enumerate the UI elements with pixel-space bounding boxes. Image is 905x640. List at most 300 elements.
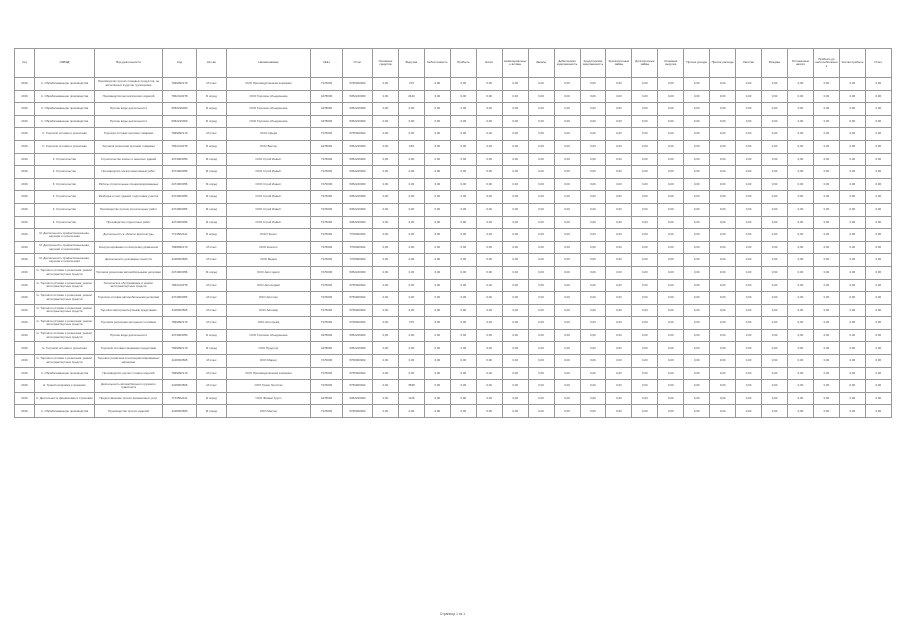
table-cell: ООО Строй Инвест	[227, 166, 311, 179]
table-cell: ООО Строй Инвест	[227, 203, 311, 216]
table-cell: 0,00	[450, 229, 476, 242]
table-cell: 0,00	[502, 279, 528, 292]
table-cell: 0,00	[813, 178, 839, 191]
table-cell: 0,00	[865, 392, 891, 405]
table-cell: 0,00	[762, 191, 788, 204]
table-cell: 0,00	[373, 216, 399, 229]
column-header: Кол-во	[197, 49, 227, 78]
table-cell: 7713502121	[163, 229, 197, 242]
table-cell: 4418003505	[163, 355, 197, 368]
table-cell: 2016	[15, 166, 35, 179]
table-cell: 0,00	[424, 103, 450, 116]
table-cell: 0,00	[684, 266, 710, 279]
table-cell: 0,00	[736, 304, 762, 317]
table-cell: 0,00	[502, 90, 528, 103]
table-cell: ООО Автоторг	[227, 292, 311, 305]
table-cell: 0,00	[606, 128, 632, 141]
table-row	[15, 128, 892, 141]
table-cell: 0,00	[580, 367, 606, 380]
table-cell: 0,00	[788, 405, 814, 418]
table-cell: 0,00	[450, 342, 476, 355]
table-cell: 0,00	[373, 153, 399, 166]
table-cell: М плюс	[197, 304, 227, 317]
table-cell: 2016	[15, 405, 35, 418]
table-cell: 0,00	[762, 203, 788, 216]
table-cell: 0,00	[813, 229, 839, 242]
table-cell: С. Обрабатывающие производства	[35, 103, 95, 116]
table-cell: 0,00	[839, 178, 865, 191]
table-cell: 0,00	[788, 178, 814, 191]
table-cell: М плюс	[197, 355, 227, 368]
table-cell: 0,00	[736, 329, 762, 342]
table-cell: 0,00	[762, 178, 788, 191]
table-cell: 5352220000	[343, 191, 373, 204]
table-cell: 0,00	[554, 355, 580, 368]
table-cell: 7476000	[311, 279, 343, 292]
table-cell: М плюс	[197, 128, 227, 141]
table-cell: 0,00	[580, 216, 606, 229]
table-cell: 0,00	[736, 153, 762, 166]
table-cell: ООО Автосервис	[227, 279, 311, 292]
table-cell: 4474903056	[163, 153, 197, 166]
table-cell: 4478000	[311, 90, 343, 103]
table-cell: 4474903056	[163, 292, 197, 305]
table-cell: 0,00	[554, 140, 580, 153]
table-cell: 0,00	[398, 216, 424, 229]
table-cell: 0,00	[502, 140, 528, 153]
table-cell: 2016	[15, 229, 35, 242]
table-cell: 7476000	[311, 266, 343, 279]
table-cell: 2016	[15, 292, 35, 305]
table-cell: 5766000302	[343, 317, 373, 330]
table-cell: 0,00	[813, 203, 839, 216]
table-cell: 0,00	[736, 279, 762, 292]
table-cell: 0,00	[424, 380, 450, 393]
table-cell: 0,00	[450, 191, 476, 204]
table-cell: М опред	[197, 153, 227, 166]
table-cell: 2016	[15, 78, 35, 91]
table-cell: 0,00	[813, 329, 839, 342]
table-cell: 0,00	[606, 90, 632, 103]
table-cell: 0,00	[476, 166, 502, 179]
table-cell: 4474903056	[163, 178, 197, 191]
table-cell: 2016	[15, 380, 35, 393]
table-cell: 0,00	[580, 166, 606, 179]
column-header: Прибыль до налогообложения	[813, 49, 839, 78]
table-cell: 0,00	[398, 178, 424, 191]
column-header: Себестоимость	[424, 49, 450, 78]
table-cell: 0,00	[684, 140, 710, 153]
table-cell: 7476000	[311, 178, 343, 191]
table-cell: 0,00	[736, 90, 762, 103]
table-cell: М плюс	[197, 279, 227, 292]
table-cell: 7706000302	[343, 229, 373, 242]
table-cell: 0,00	[839, 166, 865, 179]
table-cell: 2016	[15, 103, 35, 116]
table-cell: 0,00	[865, 292, 891, 305]
table-cell: 0,00	[502, 317, 528, 330]
table-cell: G. Торговля оптовая и розничная; ремонт автотранспортных средств	[35, 317, 95, 330]
table-cell: 0,00	[813, 279, 839, 292]
table-cell: 0,00	[865, 367, 891, 380]
table-cell: 0,00	[373, 329, 399, 342]
table-cell: Производство отделочных работ	[95, 216, 163, 229]
table-cell: 0,00	[813, 78, 839, 91]
table-cell: 0,00	[762, 78, 788, 91]
table-cell: Производство прочих готовых изделий	[95, 367, 163, 380]
table-cell: 4418003505	[163, 254, 197, 267]
table-cell: 4474903056	[163, 266, 197, 279]
table-cell: 0,00	[606, 380, 632, 393]
table-cell: Б опред	[197, 103, 227, 116]
table-cell: 0,00	[658, 279, 684, 292]
table-cell: 0,00	[476, 329, 502, 342]
table-cell: 0,00	[580, 103, 606, 116]
table-cell: 2016	[15, 342, 35, 355]
table-cell: Прочие виды деятельности	[95, 115, 163, 128]
table-cell: ООО Строй Инвест	[227, 191, 311, 204]
table-cell: Строительство жилых и нежилых зданий	[95, 153, 163, 166]
table-cell: 0,00	[528, 342, 554, 355]
table-cell: 0,00	[813, 115, 839, 128]
table-cell: 2016	[15, 254, 35, 267]
table-cell: 0,00	[606, 266, 632, 279]
table-cell: 0,00	[580, 203, 606, 216]
table-cell: 0,00	[424, 367, 450, 380]
table-cell: 0,00	[788, 153, 814, 166]
column-header: Итого	[865, 49, 891, 78]
table-cell: Н. Транспортировка и хранение	[35, 380, 95, 393]
table-cell: 0,00	[658, 317, 684, 330]
table-cell: 0,00	[710, 241, 736, 254]
table-row	[15, 329, 892, 342]
table-cell: 4474903056	[163, 191, 197, 204]
table-row	[15, 279, 892, 292]
table-cell: 4474903056	[163, 329, 197, 342]
table-cell: 0,00	[528, 266, 554, 279]
table-cell: 0,00	[684, 103, 710, 116]
table-cell: 7476000	[311, 304, 343, 317]
table-cell: 7962410378	[163, 279, 197, 292]
table-cell: 0,00	[554, 128, 580, 141]
table-cell: 4418003505	[163, 304, 197, 317]
table-cell: 0,00	[813, 292, 839, 305]
table-cell: 0,00	[684, 254, 710, 267]
table-cell: 0,00	[632, 292, 658, 305]
table-cell: 0,00	[373, 342, 399, 355]
table-cell: 0,00	[373, 166, 399, 179]
table-cell: 0,00	[373, 292, 399, 305]
table-cell: 0,00	[813, 317, 839, 330]
table-cell: 7962410378	[163, 90, 197, 103]
table-cell: 0,00	[398, 191, 424, 204]
table-cell: 7476000	[311, 367, 343, 380]
table-cell: 0,00	[373, 317, 399, 330]
table-cell: 0,00	[606, 78, 632, 91]
table-cell: 0,00	[476, 78, 502, 91]
table-cell: 0,00	[450, 128, 476, 141]
table-cell: 0,00	[788, 166, 814, 179]
table-cell: 0,00	[632, 103, 658, 116]
table-cell: Производство электромонтажных работ	[95, 166, 163, 179]
table-cell: М. Деятельность профессиональная, научная и техническая	[35, 254, 95, 267]
column-header: Краткосрочные займы	[606, 49, 632, 78]
table-cell: С. Обрабатывающие производства	[35, 367, 95, 380]
table-cell: 0,00	[554, 178, 580, 191]
table-cell: 0,00	[373, 178, 399, 191]
table-cell: Торговля оптовая прочими товарами	[95, 128, 163, 141]
table-cell: 0,00	[632, 342, 658, 355]
table-row	[15, 292, 892, 305]
table-cell: 0,00	[710, 367, 736, 380]
table-cell: 183	[398, 140, 424, 153]
table-cell: 0,00	[710, 229, 736, 242]
table-cell: 0,00	[736, 166, 762, 179]
table-cell: 0,00	[813, 166, 839, 179]
table-cell: ООО Сфера	[227, 128, 311, 141]
table-cell: 0,00	[736, 178, 762, 191]
table-cell: 0,00	[632, 405, 658, 418]
table-cell: 0,00	[632, 392, 658, 405]
table-cell: 0,00	[658, 342, 684, 355]
table-cell: 5352220000	[343, 166, 373, 179]
table-cell: Производство прочих пищевых продуктов, не включённых в другие группировки	[95, 78, 163, 91]
table-cell: 0,00	[865, 78, 891, 91]
table-cell: 0,00	[813, 128, 839, 141]
table-cell: 0,00	[502, 392, 528, 405]
table-cell: 0,00	[762, 405, 788, 418]
table-cell: 7476000	[311, 128, 343, 141]
table-cell: 0,00	[580, 342, 606, 355]
table-cell: М опред	[197, 266, 227, 279]
table-cell: 0,00	[606, 229, 632, 242]
table-cell: 0,00	[528, 380, 554, 393]
table-cell: 0,00	[632, 380, 658, 393]
table-cell: 5766000302	[343, 292, 373, 305]
table-cell: 0,00	[373, 279, 399, 292]
table-cell: М опред	[197, 203, 227, 216]
table-cell: 0,00	[502, 166, 528, 179]
table-cell: 0,00	[865, 140, 891, 153]
table-cell: 0,00	[865, 90, 891, 103]
table-cell: Прочие виды деятельности	[95, 103, 163, 116]
table-cell: 0,00	[398, 166, 424, 179]
table-cell: 5352220000	[343, 342, 373, 355]
table-cell: 0,00	[813, 241, 839, 254]
table-cell: 0,00	[476, 140, 502, 153]
table-cell: 2016	[15, 241, 35, 254]
table-cell: 0,00	[762, 392, 788, 405]
table-cell: 0,00	[424, 203, 450, 216]
table-cell: 0,00	[839, 103, 865, 116]
table-cell: 7962410378	[163, 140, 197, 153]
table-cell: 0,00	[710, 304, 736, 317]
table-cell: 0,00	[580, 380, 606, 393]
table-cell: 0,00	[554, 115, 580, 128]
table-cell: 0,00	[736, 317, 762, 330]
table-cell: 0,00	[398, 115, 424, 128]
table-cell: 0,00	[502, 329, 528, 342]
table-cell: С. Торговля оптовая и розничная	[35, 128, 95, 141]
table-cell: 2016	[15, 329, 35, 342]
table-cell: 0,00	[450, 90, 476, 103]
table-cell: 0,00	[424, 178, 450, 191]
table-cell: 0,00	[788, 140, 814, 153]
table-cell: 0,00	[476, 380, 502, 393]
table-cell: ООО Маркет	[227, 355, 311, 368]
table-cell: 5352220000	[343, 140, 373, 153]
table-cell: ООО Производственная компания	[227, 367, 311, 380]
table-cell: 0,00	[839, 279, 865, 292]
table-cell: 0,00	[450, 329, 476, 342]
table-cell: 0,00	[398, 367, 424, 380]
table-cell: 0,00	[476, 279, 502, 292]
column-header: Год	[15, 49, 35, 78]
table-row	[15, 229, 892, 242]
table-cell: 0,00	[528, 317, 554, 330]
table-cell: 0,00	[450, 203, 476, 216]
table-cell: 0,00	[398, 292, 424, 305]
table-cell: 0,00	[424, 304, 450, 317]
column-header: Отложенные налоги	[788, 49, 814, 78]
table-cell: 0,00	[398, 329, 424, 342]
table-cell: ООО Торговое объединение	[227, 329, 311, 342]
table-cell: 0,00	[839, 90, 865, 103]
table-cell: Б опред	[197, 115, 227, 128]
table-cell: 0,00	[424, 229, 450, 242]
table-cell: 7476000	[311, 292, 343, 305]
table-cell: 5766000302	[343, 380, 373, 393]
table-cell: 0,00	[788, 317, 814, 330]
table-cell: 0,00	[528, 279, 554, 292]
table-cell: 0,00	[606, 367, 632, 380]
table-cell: М опред	[197, 216, 227, 229]
table-cell: 2016	[15, 140, 35, 153]
table-cell: 0,00	[632, 128, 658, 141]
table-cell: 0,00	[788, 304, 814, 317]
table-cell: 0,00	[373, 203, 399, 216]
table-cell: 0,00	[424, 317, 450, 330]
table-cell: 0,00	[450, 380, 476, 393]
table-cell: 0,00	[736, 78, 762, 91]
table-cell: 0,00	[658, 166, 684, 179]
table-cell: 0,00	[580, 254, 606, 267]
table-cell: 0,00	[476, 292, 502, 305]
table-cell: 0,00	[373, 128, 399, 141]
table-cell: 0,00	[762, 279, 788, 292]
table-cell: 0,00	[528, 103, 554, 116]
table-cell: 0,00	[450, 78, 476, 91]
column-header: ОКВЭД	[35, 49, 95, 78]
table-cell: 0,00	[658, 178, 684, 191]
table-cell: 0,00	[865, 266, 891, 279]
table-cell: 4478000	[311, 392, 343, 405]
table-cell: 0,00	[658, 229, 684, 242]
table-cell: 0,00	[528, 115, 554, 128]
table-cell: 4478000	[311, 115, 343, 128]
table-cell: 0,00	[710, 292, 736, 305]
table-cell: 0,00	[554, 405, 580, 418]
table-cell: ООО Строй Инвест	[227, 216, 311, 229]
table-cell: 0,00	[398, 103, 424, 116]
column-header: Прибыль	[450, 49, 476, 78]
table-cell: 0,00	[632, 367, 658, 380]
table-cell: С. Обрабатывающие производства	[35, 115, 95, 128]
table-cell: 0,00	[865, 304, 891, 317]
table-cell: 7476000	[311, 254, 343, 267]
table-cell: 0,00	[476, 115, 502, 128]
table-cell: 0,00	[606, 279, 632, 292]
table-cell: 0,00	[813, 342, 839, 355]
table-cell: 0,00	[788, 266, 814, 279]
table-cell: 0,00	[839, 128, 865, 141]
table-cell: 0,00	[476, 128, 502, 141]
table-cell: 0,00	[710, 191, 736, 204]
table-cell: М плюс	[197, 78, 227, 91]
table-cell: 0,00	[710, 115, 736, 128]
table-cell: 0,00	[373, 140, 399, 153]
table-cell: 0,00	[373, 254, 399, 267]
table-cell: 0,00	[528, 178, 554, 191]
table-cell: 0,00	[658, 103, 684, 116]
table-cell: М опред	[197, 405, 227, 418]
table-cell: 0,00	[528, 254, 554, 267]
table-cell: 7713502121	[163, 392, 197, 405]
table-cell: 0,00	[528, 216, 554, 229]
table-cell: 0,00	[839, 191, 865, 204]
table-cell: 0,00	[762, 254, 788, 267]
table-row	[15, 367, 892, 380]
table-row	[15, 216, 892, 229]
table-cell: М опред	[197, 178, 227, 191]
table-cell: 0,00	[373, 241, 399, 254]
table-cell: 0,00	[502, 78, 528, 91]
table-row	[15, 317, 892, 330]
table-cell: 0,00	[606, 254, 632, 267]
table-cell: 0,00	[554, 78, 580, 91]
table-cell: 0,00	[762, 380, 788, 393]
table-cell: Б опред	[197, 392, 227, 405]
table-body	[15, 78, 892, 418]
table-cell: ООО Торговое объединение	[227, 115, 311, 128]
table-row	[15, 380, 892, 393]
table-cell: 0,00	[762, 140, 788, 153]
table-cell: 0,00	[554, 329, 580, 342]
table-cell: М плюс	[197, 254, 227, 267]
table-cell: G. Торговля оптовая и розничная; ремонт автотранспортных средств	[35, 329, 95, 342]
table-row	[15, 405, 892, 418]
table-cell: 2016	[15, 317, 35, 330]
table-cell: 0,00	[476, 203, 502, 216]
table-cell: 0,00	[580, 266, 606, 279]
table-cell: ООО Мастер	[227, 405, 311, 418]
table-cell: ООО Автотрейд	[227, 317, 311, 330]
table-cell: 0,00	[813, 392, 839, 405]
table-cell: 0,00	[450, 153, 476, 166]
table-cell: 0,00	[736, 216, 762, 229]
table-cell: 0,00	[554, 229, 580, 242]
table-cell: 0,00	[684, 115, 710, 128]
table-cell: 0,00	[528, 392, 554, 405]
column-header: Прочие доходы	[684, 49, 710, 78]
table-row	[15, 103, 892, 116]
table-cell: 0,00	[580, 90, 606, 103]
table-cell: 0,00	[476, 216, 502, 229]
table-cell: 7476000	[311, 191, 343, 204]
table-cell: 0,00	[502, 178, 528, 191]
table-cell: 0,00	[476, 304, 502, 317]
table-cell: 0,00	[865, 128, 891, 141]
